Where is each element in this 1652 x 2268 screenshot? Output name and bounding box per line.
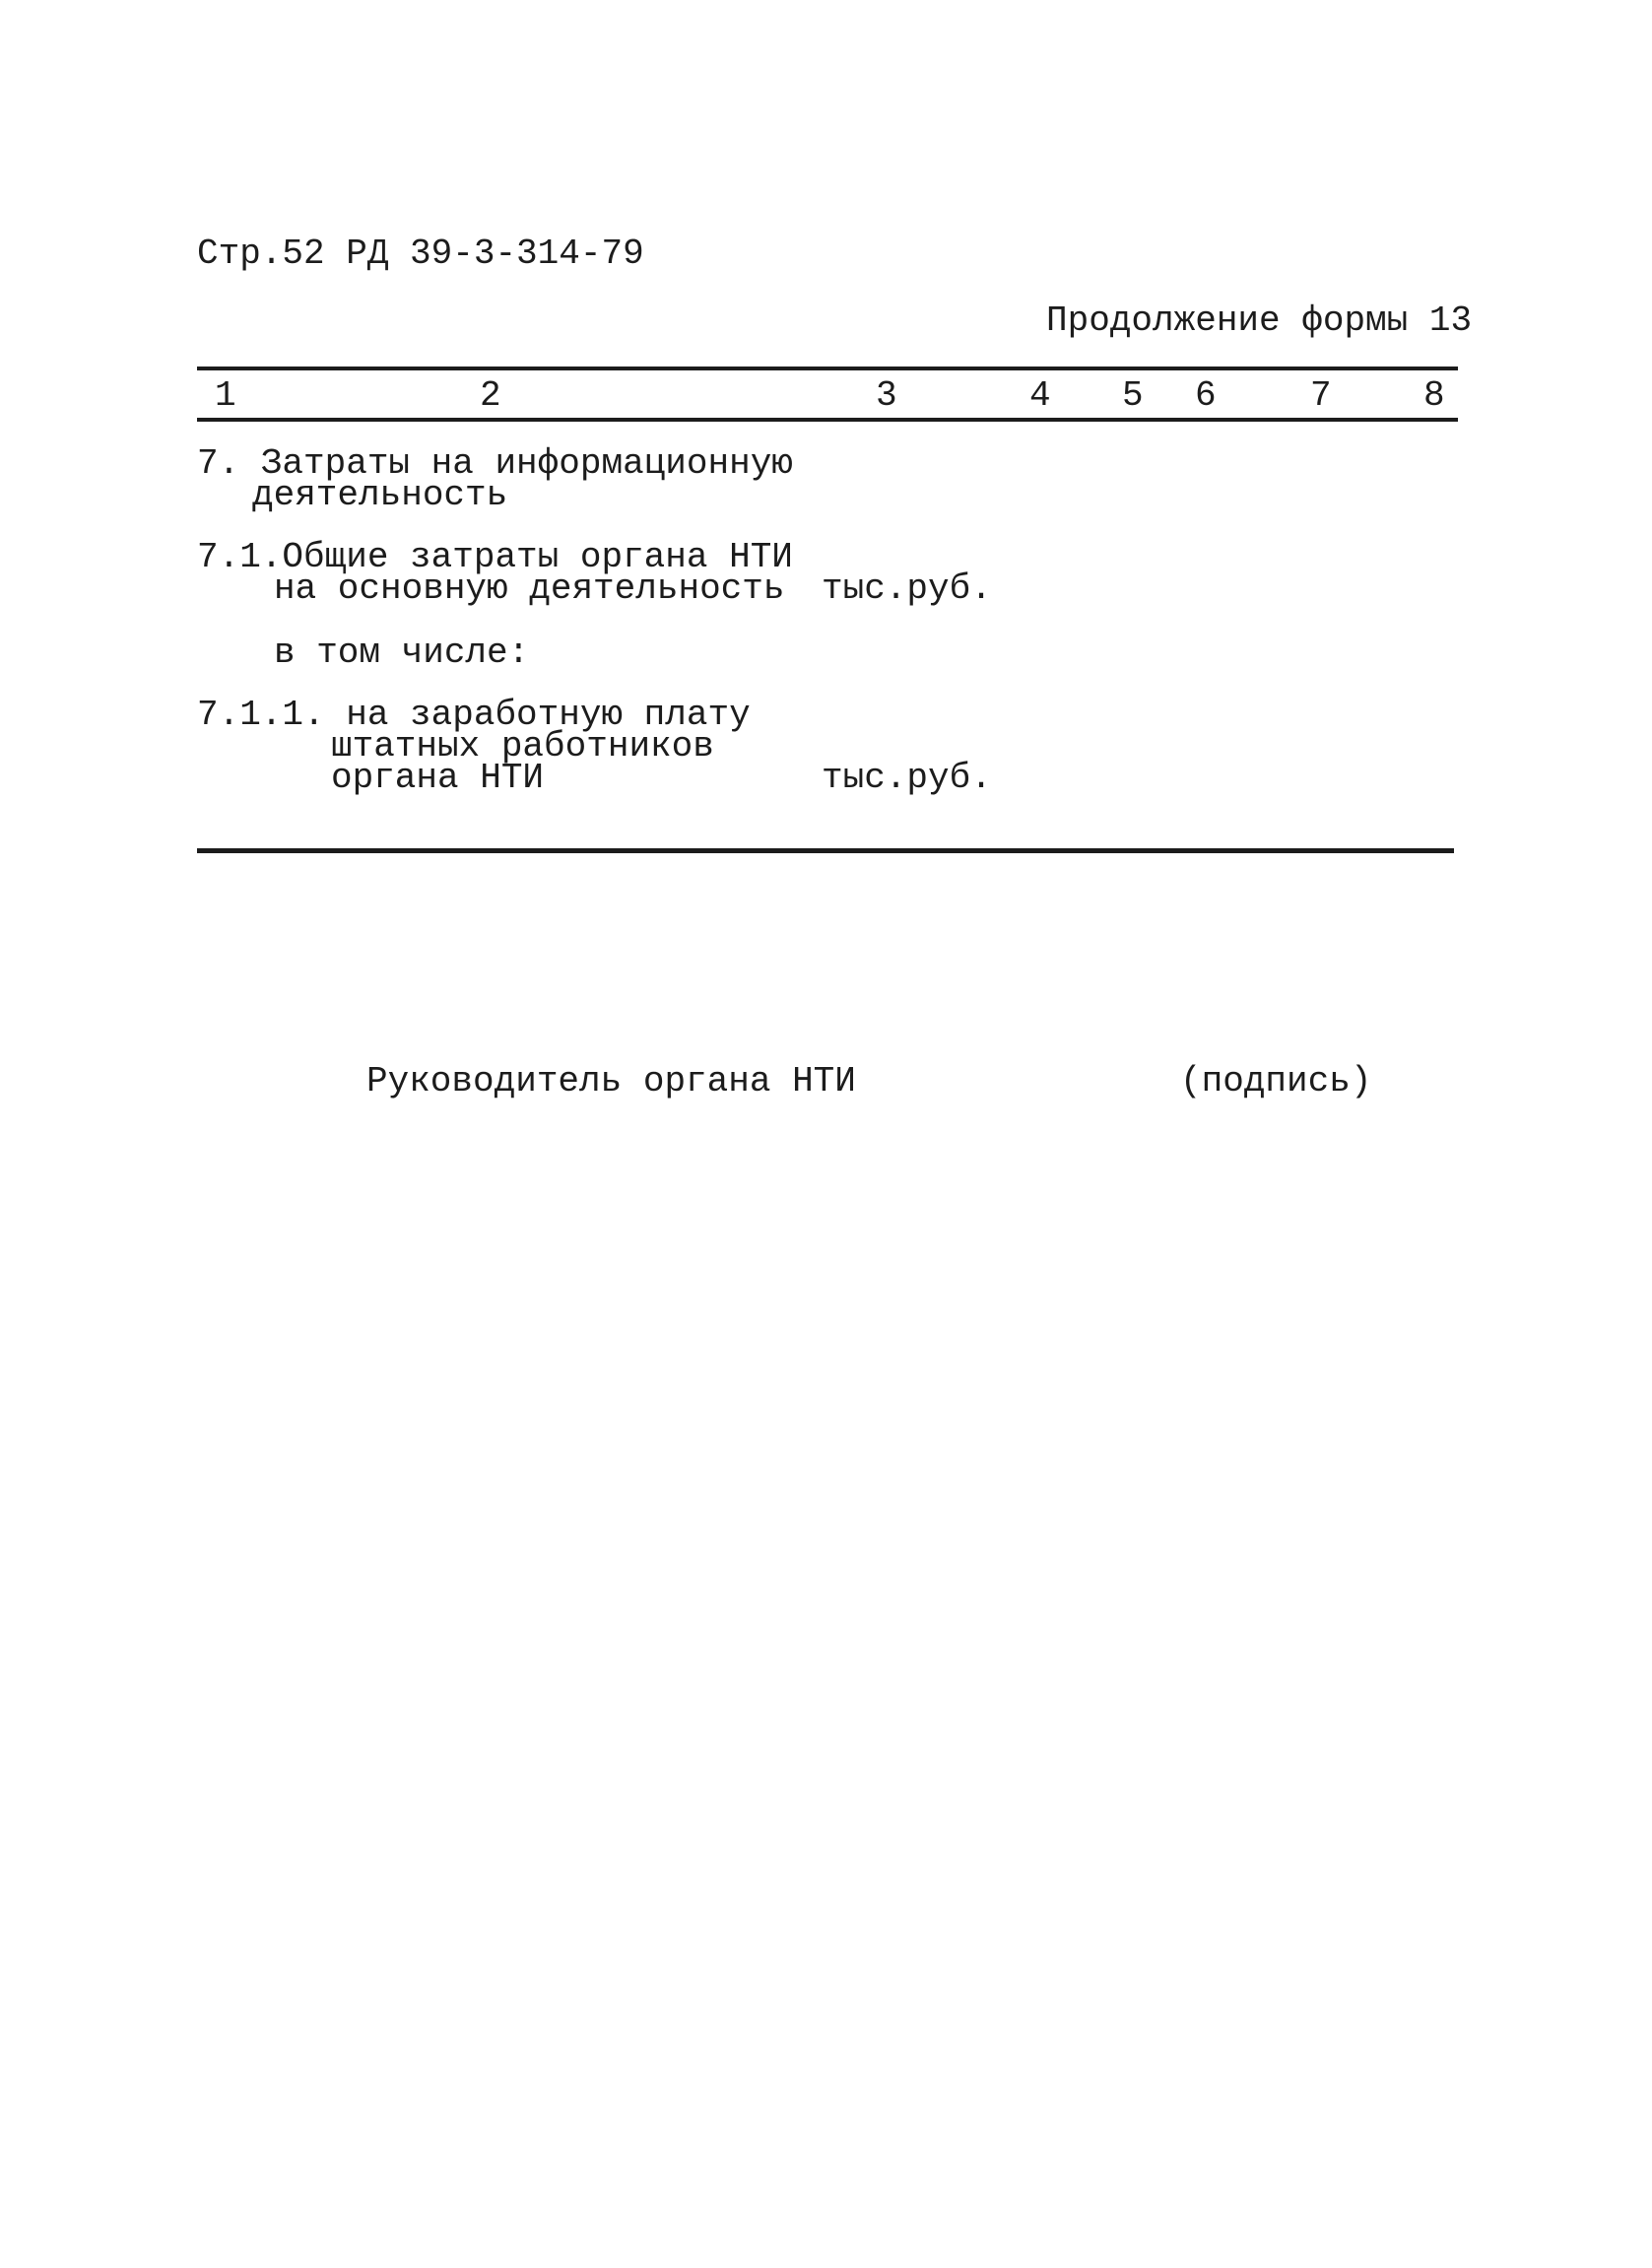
row-item-text: деятельность — [252, 475, 508, 515]
table-bottom-rule — [197, 848, 1454, 853]
row-item-text: 7.1.1. на заработную плату — [197, 695, 751, 735]
column-number-5: 5 — [1122, 375, 1144, 416]
row-unit: тыс.руб. — [822, 568, 992, 609]
row-item-text: 7.1.Общие затраты органа НТИ — [197, 537, 793, 577]
table-header-rule — [197, 418, 1458, 422]
page-header: Стр.52 РД 39-3-314-79 — [197, 233, 644, 274]
row-item-text: 7. Затраты на информационную — [197, 443, 793, 484]
table-top-rule — [197, 367, 1458, 370]
row-item-text: органа НТИ — [331, 758, 545, 798]
column-number-3: 3 — [876, 375, 897, 416]
row-item-text: штатных работников — [331, 726, 714, 767]
form-continuation-label: Продолжение формы 13 — [1046, 300, 1473, 341]
row-item-text: в том числе: — [274, 633, 530, 673]
row-unit: тыс.руб. — [822, 758, 992, 798]
column-number-8: 8 — [1423, 375, 1445, 416]
column-number-6: 6 — [1195, 375, 1217, 416]
column-number-7: 7 — [1310, 375, 1332, 416]
signature-label: Руководитель органа НТИ — [366, 1061, 856, 1101]
row-item-text: на основную деятельность — [274, 568, 785, 609]
signature-placeholder: (подпись) — [1180, 1061, 1372, 1101]
column-number-4: 4 — [1029, 375, 1051, 416]
column-number-2: 2 — [480, 375, 501, 416]
column-number-1: 1 — [215, 375, 236, 416]
